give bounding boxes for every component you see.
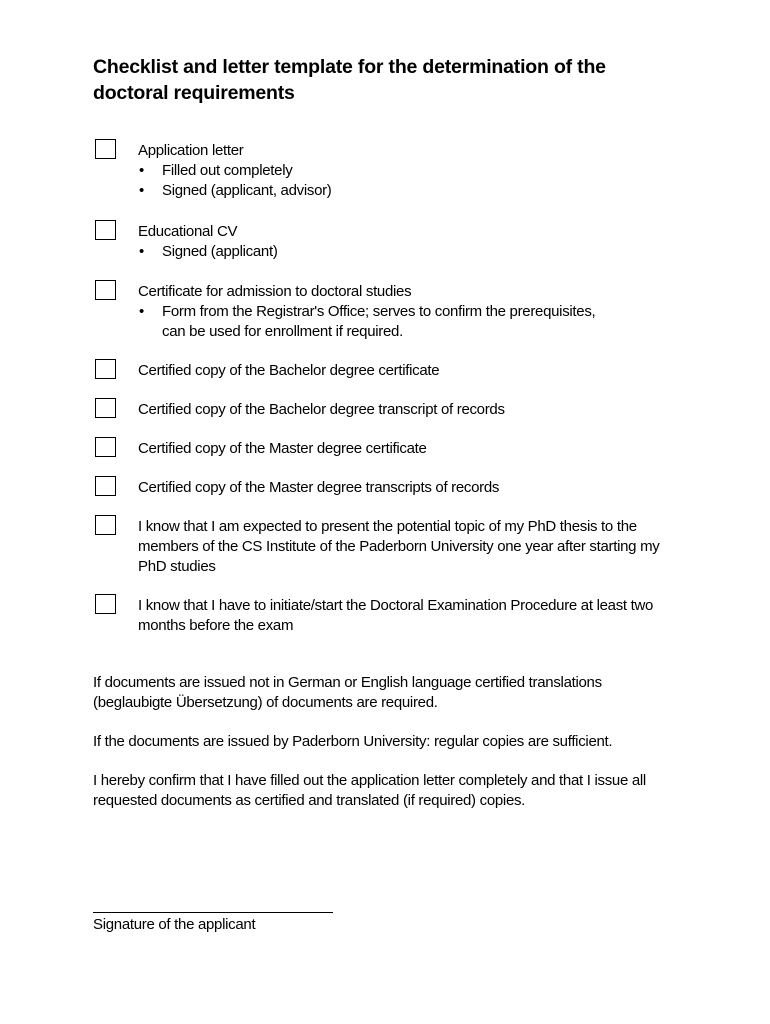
signature-label: Signature of the applicant	[93, 916, 256, 933]
bullet-item: • Signed (applicant, advisor)	[138, 181, 683, 201]
paragraph-paderborn-copies: If the documents are issued by Paderborn University: regular copies are sufficient.	[93, 733, 613, 750]
checkbox[interactable]	[95, 515, 116, 535]
checklist-item-label: Certified copy of the Bachelor degree transcript of records	[138, 401, 505, 418]
checkbox[interactable]	[95, 398, 116, 418]
checkbox[interactable]	[95, 280, 116, 300]
bullet-list	[138, 161, 683, 201]
bullet-item: • Filled out completely	[138, 161, 683, 181]
checkbox[interactable]	[95, 359, 116, 379]
bullet-item: • Form from the Registrar's Office; serves to confirm the prerequisites, can be used for enrollment if required.	[138, 302, 618, 342]
checklist-item-label: I know that I am expected to present the potential topic of my PhD thesis to the members of the CS Institute of the Paderborn University one year after starting my PhD studies	[138, 518, 660, 575]
checkbox[interactable]	[95, 476, 116, 496]
checklist-item-label: Certified copy of the Master degree certificate	[138, 440, 427, 457]
checklist-item-label: Certificate for admission to doctoral studies	[138, 283, 412, 300]
checkbox[interactable]	[95, 139, 116, 159]
checklist-item-label: Certified copy of the Bachelor degree certificate	[138, 362, 440, 379]
checklist-item-label: Application letter	[138, 142, 244, 159]
checkbox[interactable]	[95, 594, 116, 614]
paragraph-translations: If documents are issued not in German or English language certified translations (beglaubigte Übersetzung) of documents are required.	[93, 674, 602, 711]
bullet-list	[138, 302, 618, 342]
checkbox[interactable]	[95, 220, 116, 240]
bullet-item: • Signed (applicant)	[138, 242, 683, 262]
bullet-list	[138, 242, 683, 262]
checklist-item-label: Certified copy of the Master degree transcripts of records	[138, 479, 500, 496]
document-title: Checklist and letter template for the determination of the doctoral requirements	[93, 56, 606, 104]
signature-line[interactable]	[93, 912, 333, 913]
paragraph-confirmation: I hereby confirm that I have filled out the application letter completely and that I issue all requested documents as certified and translated (if required) copies.	[93, 772, 646, 809]
checklist-item-label: Educational CV	[138, 223, 238, 240]
checklist-item-label: I know that I have to initiate/start the Doctoral Examination Procedure at least two months before the exam	[138, 597, 654, 634]
checkbox[interactable]	[95, 437, 116, 457]
